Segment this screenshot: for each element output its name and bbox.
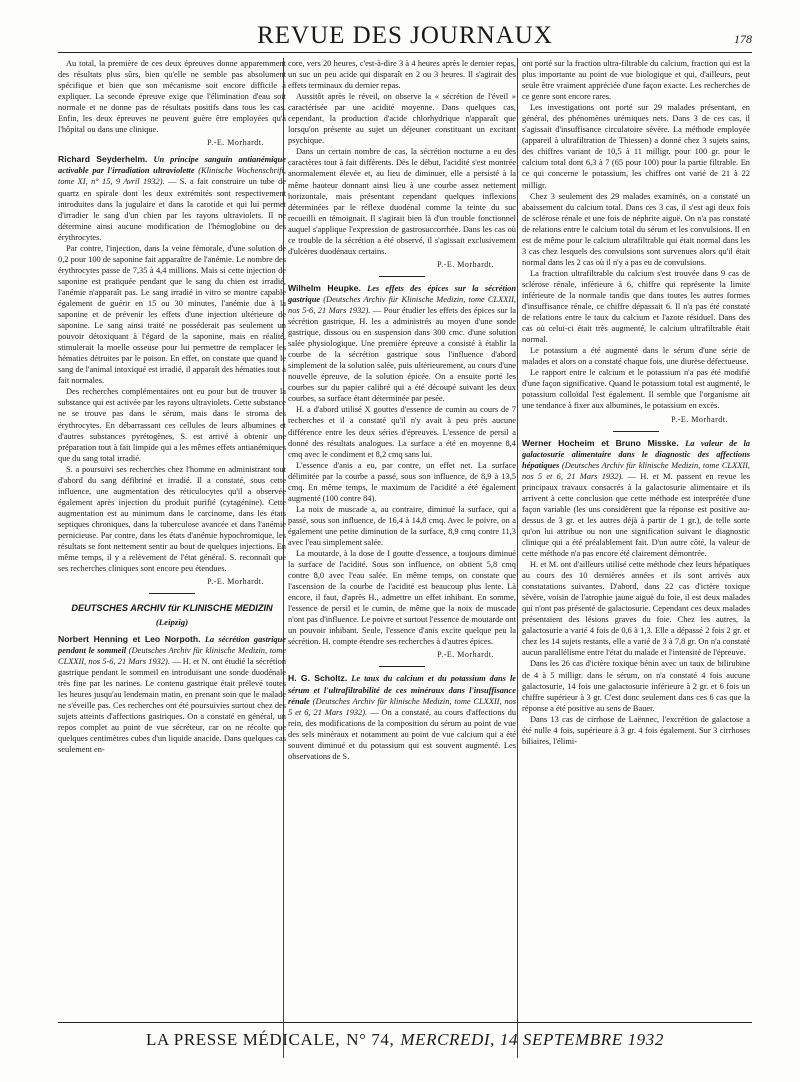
paragraph: La fraction ultrafiltrable du calcium s'est trouvée dans 9 cas de sclérose rénale, inférieure à 6, chiffre qui représente la limite inférieure de la normale tandis que dans toutes les autres formes d'insuffisance rénale, ce chiffre dépassait 6. Il n'a pas été constaté de relations entre le taux du calcium et l'azote résiduel. Dans des cas où celui-ci était très augmenté, le calcium ultrafiltrable était normal. [522,268,750,345]
article-title: Les effets des épices sur la sécrétion gastrique [288,283,516,304]
paragraph: S. a poursuivi ses recherches chez l'homme en administrant tout d'abord du sang défibriné et irradié. Il a constaté, sous cette influence, une augmentation des réticulocytes qu'il a observée également après injection du produit purifié (cytagénine). Cette augmentation est au minimum dans le carcinome, dans les états septiques chroniques, dans la tuberculose avancée et dans l'anémie pernicieuse. Par contre, dans les états d'anémie hypochromique, les résultats se font nettement sentir au bout de quelques injections. En même temps, il y a relèvement de l'état général. S. reconnaît que ses recherches cliniques sont encore peu étendues. [58,464,286,574]
section-title: DEUTSCHES ARCHIV für KLINISCHE MEDIZIN [71,603,273,614]
paragraph: Par contre, l'injection, dans la veine fémorale, d'une solution de 0,2 pour 100 de saponine fait apparaître de l'anémie. Le nombre des érythrocytes passe de 7,35 à 4,4 millions. Mais si cette injection de saponine est pratiquée pendant que le sang du chien est irradié, l'anémie n'apparaît pas. Le sang irradié in vitro se montre capable également de guérir en 15 ou 30 minutes, l'anémie due à la saponine et de prévenir les effets d'une injection ultérieure de saponine. Le sang ainsi traité ne posséderait pas seulement un pouvoir détoxiquant à l'égard de la saponine, mais en réalité, stimulerait la moelle osseuse pour lui permettre de remplacer les hématies détruites par le poison. En effet, on constate que quand le sang de l'animal intoxiqué est irradié, il apparaît des hématies tout à fait normales. [58,243,286,386]
author-signature: P.-E. Morhardt. [437,650,494,660]
section-rule [149,593,195,594]
paragraph: Chez 3 seulement des 29 malades examinés, on a constaté un abaissement du calcium total. Dans ces 3 cas, il s'est agi deux fois de sclérose rénale et une fois de néphrite aiguë. On n'a pas constaté de relations entre le calcium total du sérum et les convulsions. Il en est de même pour le calcium ultrafiltrable qui était normal dans les 3 cas chez lesquels des convulsions sont survenues alors qu'il était normal dans les 2 cas où il n'y a pas eu de convulsions. [522,191,750,267]
paragraph: La noix de muscade a, au contraire, diminué la surface, qui a passé, sous son influence, de 16,4 à 14,8 cmq. Avec le poivre, on a également une petite diminution de la surface, 8,9 cmq contre 11,3 avec l'eau simplement salée. [288,504,516,547]
paragraph: Les investigations ont porté sur 29 malades présentant, en général, des phénomènes urémiques nets. Dans 3 de ces cas, il s'agissait d'insuffisance circulatoire sévère. La méthode employée (appareil à ultrafiltration de Thiessen) a donné chez 3 sujets sains, des chiffres variant de 10,5 à 11 milligr. pour 100 gr. pour le calcium total dont 6,3 à 7 (65 pour 100) pour la partie filtrable. En ce qui concerne le potassium, les chiffres ont varié de 21 à 22 milligr. [522,103,750,190]
column-left [58,58,286,1058]
article-authors: Werner Hocheim et Bruno Misske. [522,437,679,448]
section-rule [379,666,425,667]
footer-rule [58,1022,752,1023]
paragraph: Dans 13 cas de cirrhose de Laënnec, l'excrétion de galactose a été nulle 4 fois, supérieure à 3 gr. 4 fois également. Sur 3 cirrhoses biliaires, l'élimi- [522,714,750,746]
paragraph: Dans les 26 cas d'ictère toxique bénin avec un taux de bilirubine de 4 à 5 milligr. dans le sérum, on n'a constaté 4 fois aucune galactosurie, 14 fois une galactosurie inférieure à 2 gr. et 6 fois un chiffre supérieur à 3 gr. C'est donc seulement dans ces 6 cas que la réponse a été positive au sens de Bauer. [522,659,750,713]
article-heading [522,438,750,560]
article-authors: H. G. Scholtz. [288,673,348,684]
paragraph: Dans un certain nombre de cas, la sécrétion nocturne a eu des caractères tout à fait différents. Dès le début, l'acidité s'est montrée anormalement élevée et, au lieu de diminuer, elle a persisté à la même hauteur donnant ainsi lieu à une courbe assez nettement horizontale, mais présentant cependant quelques inflexions déterminées par le réflexe duodénal comme la teinte du suc recueilli en témoignait. Il s'agirait bien là d'un trouble fonctionnel auquel s'applique l'expression de gastrosuccorrhée. Dans les cas où ce trouble de la sécrétion a été observé, il s'agissait exclusivement d'ulcères duodénaux certains. [288,147,516,256]
author-signature: P.-E. Morhardt. [207,138,264,148]
section-subtitle: (Leipzig) [155,616,189,627]
issue-number: N° 74, [346,1030,395,1049]
article-source: (Deutsches Archiv für Klinische Medizin, tome CLXXII, nos 5-6, 21 Mars 1932). [288,294,516,315]
article-title: Le taux du calcium et du potassium dans le sérum et l'ultrafiltrabilité de ces minéraux dans l'insuffisance rénale [288,674,516,706]
page-footer: LA PRESSE MÉDICALE, N° 74, MERCREDI, 14 SEPTEMBRE 1932 [146,1030,664,1049]
article-source: (Deutsches Archiv für klinische Medizin, tome CLXXII, nos 5-6, 21 Mars 1932). [58,645,286,666]
paragraph: H. a d'abord utilisé X gouttes d'essence de cumin au cours de 7 recherches et il a constaté qu'il n'y avait à peu près aucune différence entre les deux séries d'épreuves. L'essence de persil a donné des résultats analogues. La surface a été en moyenne 8,4 cmq avec le condiment et 8,2 cmq sans lui. [288,405,516,459]
article-title: La valeur de la galactosurie alimentaire dans le diagnostic des affections hépatiques [522,438,750,470]
author-signature: P.-E. Morhardt. [207,577,264,587]
article-authors: Wilhelm Heupke. [288,282,361,293]
author-signature: P.-E. Morhardt. [437,259,494,269]
paragraph: L'essence d'anis a eu, par contre, un effet net. La surface délimitée par la courbe a passé, sous son influence, de 8,9 à 13,5 cmq. En même temps, le maximum de l'acidité a été également augmenté (100 contre 84). [288,460,516,503]
header-rule [58,52,752,53]
article-heading [288,673,516,761]
issue-date: MERCREDI, 14 SEPTEMBRE 1932 [400,1030,664,1049]
article-source: (Klinische Wochenschrift, tome XI, n° 15, 9 Avril 1932). [58,166,286,187]
section-rule [613,431,659,432]
paragraph: Le rapport entre le calcium et le potassium n'a pas été modifié d'une façon significative. Quand le potassium total est augmenté, le potassium colloïdal l'est également. Il semble que l'organisme ait une tendance à fixer aux albumines, le potassium en excès. [522,368,750,411]
journal-name: LA PRESSE MÉDICALE [146,1030,336,1049]
article-source: (Deutsches Archiv für klinische Medizin, tome CLXXII, nos 5 et 6, 21 Mars 1932). [288,696,516,717]
paragraph: — S. a fait construire un tube de quartz en spirale dont les deux extrémités sont respectivement introduites dans la jugulaire et dans la carotide et qui lui permet d'irradier le sang d'un chien par les rayons ultraviolets. Il ne détermine ainsi aucune modification de l'hémoglobine ou des érythrocytes. [58,177,286,242]
column-right [522,58,750,1058]
paragraph: Des recherches complémentaires ont eu pour but de trouver la substance qui est activée par les rayons ultraviolets. Cette substance ne se trouve pas dans le sérum, mais dans le stroma des érythrocytes. En débarrassant ces cellules de leurs albumines et d'autres substances pyrétogènes, S. est arrivé à obtenir une préparation tout à fait limpide qui a les mêmes effets antianémiques que du sang total irradié. [58,387,286,463]
paragraph: La moutarde, à la dose de I goutte d'essence, a toujours diminué la surface de l'acidité. Sous son influence, on obtient 5,8 cmq contre 8,0 avec l'eau salée. En même temps, on constate que l'ascension de la courbe de l'acidité est beaucoup plus lente. Là encore, il faut, d'après H., admettre un effet inhibant. En somme, l'essence de persil et le cumin, de même que la noix de muscade n'ont pas d'influence. Le poivre et surtout l'essence de moutarde ont un pouvoir inhibant. Seule, l'essence d'anis excite quelque peu la sécrétion. H. compte étendre ses recherches à d'autres épices. [288,549,516,647]
article-heading [58,634,286,756]
paragraph: Aussitôt après le réveil, on observe la « sécrétion de l'éveil » caractérisée par une acidité moyenne. Dans quelques cas, cependant, la production d'acide chlorhydrique n'apparaît que lorsqu'on présente au sujet un déjeuner constituant un excitant psychique. [288,92,516,146]
article-authors: Richard Seyderhelm. [58,154,148,165]
article-heading [288,283,516,405]
column-divider [517,58,518,1058]
article-source: (Deutsches Archiv für klinische Medizin, tome CLXXII, nos 5 et 6, 21 Mars 1932). [522,460,750,481]
page-header [58,10,752,52]
article-authors: Norbert Henning et Leo Norpoth. [58,633,201,644]
paragraph: — On a constaté, au cours d'affections du rein, des modifications de la composition du sérum au point de vue des sels minéraux et notamment au point de vue calcium qui a été souvent diminué et du potassium qui est souvent augmenté. Les observations de S. [288,707,516,761]
article-title: La sécrétion gastrique pendant le sommeil [58,634,286,655]
author-signature: P.-E. Morhardt. [671,414,728,424]
paragraph: Le potassium a été augmenté dans le sérum d'une série de malades et alors on a constaté chaque fois, une diurèse défectueuse. [522,346,750,367]
paragraph: core, vers 20 heures, c'est-à-dire 3 à 4 heures après le dernier repas, un suc un peu acide qui disparaît en 2 ou 3 heures. Il s'agirait des effets terminaux du dernier repas. [288,59,516,91]
paragraph: Au total, la première de ces deux épreuves donne apparemment des résultats plus sûrs, bien qu'elle ne semble pas absolument spécifique et bien que son mécanisme soit encore difficile à expliquer. La seconde épreuve exige que l'élimination d'eau soit normale et ne donne pas de résultats positifs dans tous les cas. Enfin, les deux épreuves ne peuvent guère être employées qu'à l'hôpital ou dans une clinique. [58,59,286,135]
paragraph: H. et M. ont d'ailleurs utilisé cette méthode chez leurs hépatiques au cours des 10 dernières années et ils sont arrivés aux constatations suivantes. D'abord, dans 22 cas d'ictère toxique sévère, voisin de l'atrophie jaune aiguë du foie, il est deux malades qui n'ont pas présenté de galactosurie. Cependant ces deux malades présentaient des lésions graves du foie. Chez les autres, la galactosurie a varié 4 fois de 0,6 à 1,3. Elle a dépassé 2 fois 2 gr. et chez les 14 sujets restants, elle a varié de 3 à 7,8 gr. On n'a constaté aucun parallélisme entre l'état du malade et l'intensité de l'épreuve. [522,560,750,658]
column-middle [288,58,516,1058]
paragraph: ont porté sur la fraction ultra-filtrable du calcium, fraction qui est la plus importante au point de vue biologique et qui, d'ailleurs, peut seule être vraiment appréciée d'une façon exacte. Les recherches de ce genre sont encore rares. [522,59,750,102]
section-rule [379,276,425,277]
page-number: 178 [734,32,752,46]
paragraph: — H. et M. passent en revue les principaux travaux consacrés à la galactosurie alimentaire et ils arrivent à cette conclusion que cette méthode est interprétée d'une façon variable (les uns considèrent que la réponse est positive au-dessus de 3 gr. et les autres déjà à partir de 1 gr.), de telle sorte qu'on lui attribue ou non une signification suivant le diagnostic clinique qui a été préalablement fait. D'un autre côté, la valeur de cette méthode n'a pas encore été clairement démontrée. [522,471,750,559]
article-heading [58,154,286,242]
article-title: Un principe sanguin antianémique activable par l'irradiation ultraviolette [58,155,286,176]
paragraph: — Pour étudier les effets des épices sur la sécrétion gastrique, H. les a administrés au moyen d'une sonde gastrique, dissous ou en suspension dans 300 cmc. d'une solution salée physiologique. Une première épreuve a consisté à établir la courbe de la sécrétion gastrique sous l'influence d'abord simplement de la solution salée, puis ultérieurement, au cours d'une nouvelle épreuve, de la solution épicée. On a ensuite porté les courbes sur du papier calibré qui a été découpé suivant les deux courbes, sa surface étant déterminée par pesée. [288,305,516,404]
paragraph: — H. et N. ont étudié la sécrétion gastrique pendant le sommeil en introduisant une sonde duodénale très fine par les narines. Le contenu gastrique était prélevé toutes les heures jusqu'au lendemain matin, en prenant soin que le malade ne s'éveille pas. Ces recherches ont été poursuivies surtout chez des sujets atteints d'affections gastriques. On a constaté en général, un repos complet au point de vue sécréteur, car on ne récolte que quelques centimètres cubes d'un liquide anacide. Dans quelques cas seulement en- [58,656,286,755]
running-title: REVUE DES JOURNAUX [257,22,553,49]
